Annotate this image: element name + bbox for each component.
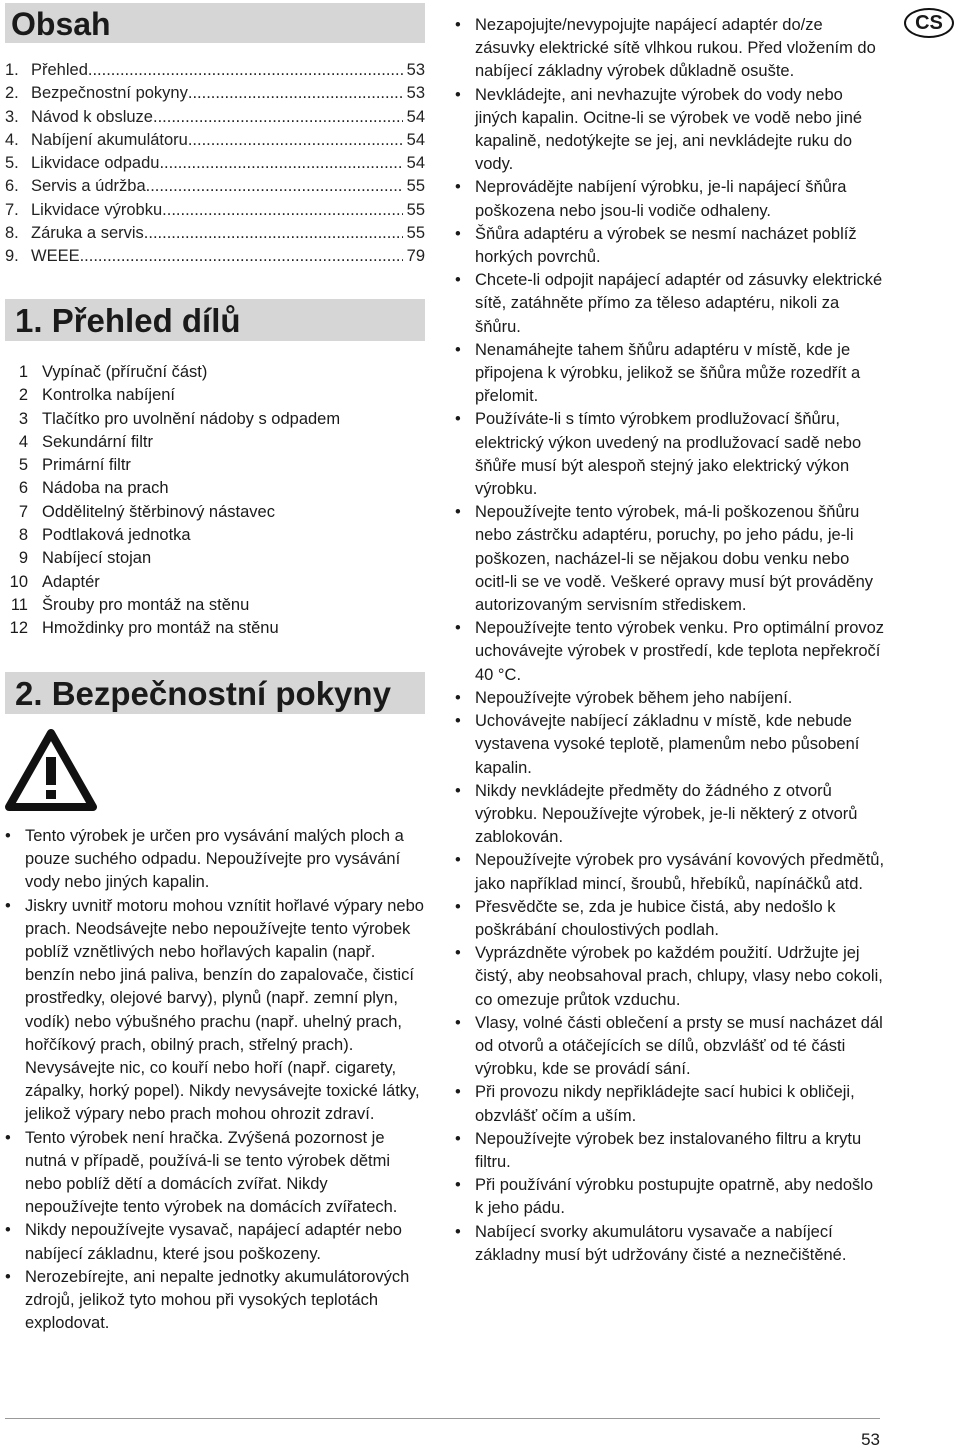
toc-item[interactable] [5, 152, 425, 175]
toc-item-name: WEEE [31, 247, 80, 266]
part-item [5, 524, 425, 547]
part-item [5, 384, 425, 407]
toc-leader-dots [144, 222, 403, 245]
toc-leader-dots [159, 152, 403, 175]
part-number: 9 [18, 549, 28, 568]
toc-item[interactable] [5, 222, 425, 245]
part-number: 1 [18, 363, 28, 381]
language-badge: CS [904, 8, 954, 38]
parts-list [5, 361, 425, 641]
toc-item-name: Bezpečnostní pokyny [31, 84, 188, 103]
toc-item-page: 55 [406, 177, 425, 196]
part-number: 5 [18, 456, 28, 475]
part-name: Vypínač (příruční část) [42, 363, 208, 381]
safety-item: • Nikdy nevkládejte předměty do žádného z otvorů výrobku. Nepoužívejte výrobek, je-li některý z otvorů zablokován. [455, 780, 885, 850]
part-name: Podtlaková jednotka [42, 526, 191, 545]
part-number: 12 [9, 619, 28, 638]
toc-item-page: 53 [406, 84, 425, 103]
toc-item-page: 54 [406, 130, 425, 149]
part-number: 7 [18, 502, 28, 521]
toc-leader-dots [162, 199, 403, 222]
toc-item-name: Nabíjení akumulátoru [31, 130, 188, 149]
overview-heading [5, 299, 425, 341]
toc-item-name: Přehled [31, 61, 88, 79]
toc-item-page: 79 [406, 247, 425, 266]
toc-item-name: Likvidace odpadu [31, 154, 160, 173]
part-item [5, 617, 425, 640]
part-item [5, 501, 425, 524]
part-number: 3 [18, 409, 28, 428]
part-number: 11 [10, 595, 28, 614]
part-item [5, 547, 425, 570]
toc-item-page: 54 [406, 154, 425, 173]
safety-item: • Nepoužívejte výrobek během jeho nabíjení. [455, 687, 885, 710]
safety-item: • Nepoužívejte tento výrobek, má-li poškozenou šňůru nebo zástrčku adaptéru, poruchy, po jeho pádu, je-li poškozen, nacházel-li se nějakou dobu venku nebo ocitl-li se ve vodě. Veškeré opravy musí být prováděny autorizovaným servisním střediskem. [455, 501, 885, 617]
part-item [5, 477, 425, 500]
toc-item-name: Likvidace výrobku [31, 200, 163, 219]
safety-heading [5, 672, 425, 714]
toc-item-number: 9. [5, 247, 19, 266]
toc-heading [5, 3, 425, 43]
part-number: 10 [9, 572, 28, 591]
safety-item: • Tento výrobek není hračka. Zvýšená pozornost je nutná v případě, používá-li se tento výrobek dětmi nebo poblíž dětí a domácích zvířat. Nikdy nepoužívejte tento výrobek na domácích zvířatech. [5, 1127, 425, 1220]
safety-item: • Nevkládejte, ani nevhazujte výrobek do vody nebo jiných kapalin. Ocitne-li se výrobek ve vodě nebo jiné kapalině, nedotýkejte se jej, ani nevkládejte ruku do vody. [455, 84, 885, 177]
toc-item[interactable] [5, 59, 425, 82]
part-name: Sekundární filtr [42, 432, 153, 451]
footer-divider [5, 1418, 880, 1419]
toc-leader-dots [153, 106, 403, 129]
part-item [5, 594, 425, 617]
toc-leader-dots [146, 175, 403, 198]
part-name: Primární filtr [42, 456, 131, 475]
safety-item: • Tento výrobek je určen pro vysávání malých ploch a pouze suchého odpadu. Nepoužívejte pro vysávání vody nebo jiných kapalin. [5, 825, 425, 895]
safety-item: • Nenamáhejte tahem šňůru adaptéru v místě, kde je připojena k výrobku, jelikož se šňůra může rozedřít a přelomit. [455, 339, 885, 409]
part-item [5, 571, 425, 594]
part-name: Oddělitelný štěrbinový nástavec [42, 502, 275, 521]
safety-item: • Šňůra adaptéru a výrobek se nesmí nacházet poblíž horkých povrchů. [455, 223, 885, 269]
part-name: Tlačítko pro uvolnění nádoby s odpadem [42, 409, 341, 428]
toc-item-name: Záruka a servis [31, 224, 144, 243]
safety-item: • Vyprázdněte výrobek po každém použití. Udržujte jej čistý, aby neobsahoval prach, chlupy, vlasy nebo cokoli, co omezuje průtok vzduchu. [455, 942, 885, 1012]
toc-item-page: 55 [406, 224, 425, 243]
part-name: Nádoba na prach [42, 479, 169, 498]
toc-item-name: Servis a údržba [31, 177, 146, 196]
safety-item: • Chcete-li odpojit napájecí adaptér od zásuvky elektrické sítě, zatáhněte přímo za těleso adaptéru, nikoli za šňůru. [455, 269, 885, 339]
warning-triangle-icon [5, 727, 97, 811]
toc-item[interactable] [5, 106, 425, 129]
part-item [5, 431, 425, 454]
toc-item-number: 6. [5, 177, 19, 196]
part-item [5, 454, 425, 477]
toc-item-number: 1. [5, 61, 19, 79]
part-name: Šrouby pro montáž na stěnu [42, 595, 250, 614]
toc-leader-dots [188, 82, 403, 105]
safety-item: • Nepoužívejte tento výrobek venku. Pro optimální provoz uchovávejte výrobek v prostředí, kde teplota nepřekročí 40 °C. [455, 617, 885, 687]
part-name: Nabíjecí stojan [42, 549, 152, 568]
part-name: Adaptér [42, 572, 100, 591]
toc-item[interactable] [5, 175, 425, 198]
safety-item: • Nabíjecí svorky akumulátoru vysavače a nabíjecí základny musí být udržovány čisté a neznečištěné. [455, 1221, 885, 1267]
overview-title: 1. Přehled dílů [15, 302, 241, 339]
part-item [5, 361, 425, 384]
toc-item-number: 3. [5, 107, 19, 126]
safety-list-left [5, 825, 425, 1335]
safety-title: 2. Bezpečnostní pokyny [15, 675, 391, 712]
toc-item[interactable] [5, 199, 425, 222]
toc-item[interactable] [5, 245, 425, 268]
toc-item-number: 7. [5, 200, 19, 219]
safety-item: • Nezapojujte/nevypojujte napájecí adaptér do/ze zásuvky elektrické sítě vlhkou rukou. Před vložením do nabíjecí základny výrobek důkladně osušte. [455, 14, 885, 84]
safety-item: • Uchovávejte nabíjecí základnu v místě, kde nebude vystavena vysoké teplotě, plamenům nebo působení kapalin. [455, 710, 885, 780]
safety-item: • Neprovádějte nabíjení výrobku, je-li napájecí šňůra poškozena nebo jsou-li vodiče odhaleny. [455, 176, 885, 222]
part-name: Kontrolka nabíjení [42, 386, 176, 405]
toc-item-page: 55 [406, 200, 425, 219]
safety-item: • Používáte-li s tímto výrobkem prodlužovací šňůru, elektrický výkon uvedený na prodlužovací sadě nebo šňůře musí být alespoň stejný jako elektrický výkon výrobku. [455, 408, 885, 501]
toc-item-number: 8. [5, 224, 19, 243]
toc-title: Obsah [11, 6, 111, 42]
toc-item[interactable] [5, 129, 425, 152]
right-column [455, 14, 885, 1267]
part-item [5, 408, 425, 431]
page-number: 53 [861, 1430, 880, 1449]
safety-item: • Při provozu nikdy nepřikládejte sací hubici k obličeji, obzvlášť očím a uším. [455, 1081, 885, 1127]
safety-item: • Přesvědčte se, zda je hubice čistá, aby nedošlo k poškrábání choulostivých podlah. [455, 896, 885, 942]
safety-item: • Nepoužívejte výrobek bez instalovaného filtru a krytu filtru. [455, 1128, 885, 1174]
safety-item: • Vlasy, volné části oblečení a prsty se musí nacházet dál od otvorů a otáčejících se dílů, obzvlášť od té části výrobku, kde se provádí sání. [455, 1012, 885, 1082]
part-name: Hmoždinky pro montáž na stěnu [42, 619, 279, 638]
safety-item: • Nikdy nepoužívejte vysavač, napájecí adaptér nebo nabíjecí základnu, které jsou poškozeny. [5, 1219, 425, 1265]
toc-item-page: 53 [406, 61, 425, 79]
toc-item-number: 2. [5, 84, 19, 103]
part-number: 2 [18, 386, 28, 405]
toc-item-number: 5. [5, 154, 19, 173]
toc-item-name: Návod k obsluze [31, 107, 153, 126]
safety-item: • Jiskry uvnitř motoru mohou vznítit hořlavé výpary nebo prach. Neodsávejte nebo nepoužívejte tento výrobek poblíž vznětlivých nebo hořlavých kapalin (např. benzín nebo jiná paliva, benzín do zapalovače, čisticí prostředky, olejové barvy), plynů (např. zemní plyn, vodík) nebo výbušného prachu (např. uhelný prach, hořčíkový prach, obilný prach, střelný prach). Nevysávejte nic, co kouří nebo hoří (např. cigarety, zápalky, horký popel). Nikdy nevysávejte toxické látky, jelikož výpary nebo prach mohou ohrozit zdraví. [5, 895, 425, 1127]
part-number: 8 [18, 526, 28, 545]
toc-leader-dots [88, 59, 403, 82]
part-number: 4 [18, 432, 28, 451]
toc-item-number: 4. [5, 130, 19, 149]
safety-list-right [455, 14, 885, 1267]
toc-leader-dots [188, 129, 403, 152]
safety-item: • Nerozebírejte, ani nepalte jednotky akumulátorových zdrojů, jelikož tyto mohou při vysokých teplotách explodovat. [5, 1266, 425, 1336]
safety-item: • Nepoužívejte výrobek pro vysávání kovových předmětů, jako například mincí, šroubů, hřebíků, napínáčků atd. [455, 849, 885, 895]
toc-item[interactable] [5, 82, 425, 105]
part-number: 6 [18, 479, 28, 498]
table-of-contents [5, 59, 425, 269]
toc-leader-dots [80, 245, 403, 268]
safety-item: • Při používání výrobku postupujte opatrně, aby nedošlo k jeho pádu. [455, 1174, 885, 1220]
toc-item-page: 54 [406, 107, 425, 126]
